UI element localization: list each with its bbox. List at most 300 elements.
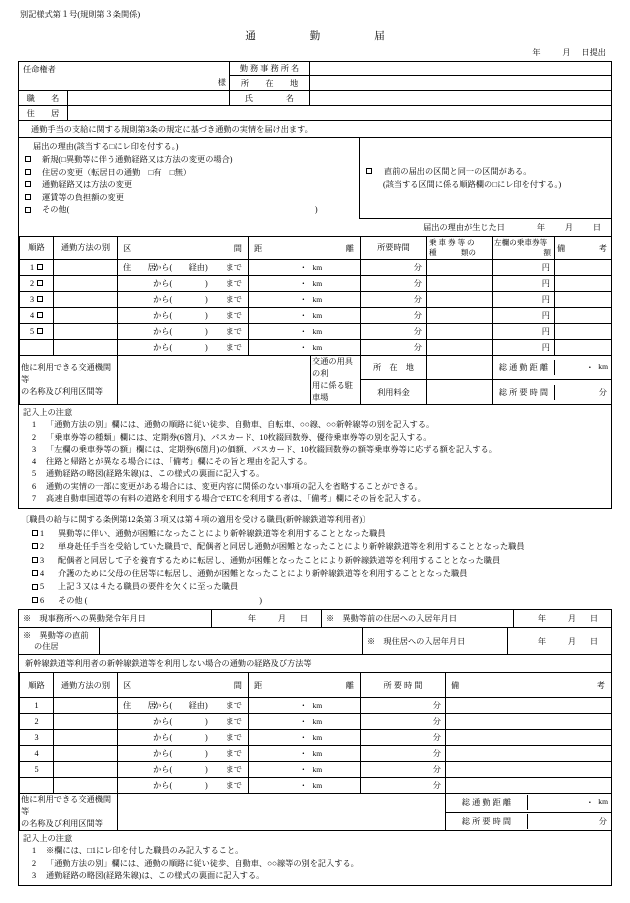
- alt-row-via-6: から( ): [153, 781, 208, 791]
- alt-row-time-4[interactable]: 分: [361, 746, 446, 762]
- route-table: [19, 236, 612, 405]
- alt-row-method-6[interactable]: [54, 778, 118, 794]
- alt-row-remarks-5[interactable]: [446, 762, 612, 778]
- row-dist-a-1[interactable]: ・: [249, 259, 311, 275]
- alt-row-remarks-1[interactable]: [446, 698, 612, 714]
- th-ticket-type-kindno: 類の: [460, 248, 476, 258]
- title-char-3: 届: [374, 31, 385, 42]
- alt-row-dist-a-3[interactable]: ・: [249, 730, 311, 746]
- reason-item-4-label: 運賃等の負担額の変更: [42, 192, 124, 202]
- submit-year-label: 年: [532, 48, 541, 57]
- prev-move-in-input[interactable]: [513, 610, 611, 627]
- reason-item-1[interactable]: [25, 154, 359, 167]
- reason-item-5[interactable]: [25, 204, 359, 217]
- row-amount-2[interactable]: 円: [493, 276, 555, 291]
- row-ticket-type-4[interactable]: [427, 307, 493, 323]
- alt-row-to-3: まで: [225, 733, 242, 743]
- checkbox-icon[interactable]: [37, 296, 43, 302]
- alt-row-section-3[interactable]: [118, 730, 249, 746]
- shinkansen-item-4[interactable]: 4 介護のために父母の住居等に転居し、通勤が困難となったことにより新幹線鉄道等を利用することとなった職員: [20, 567, 612, 580]
- th-section: [118, 236, 249, 259]
- alt-total-time-unit: 分: [598, 816, 607, 826]
- parking-label: [311, 355, 361, 404]
- shinkansen-item-2-label: 単身赴任手当を受給していた職員で、配偶者と同居し通勤が困難となったことにより新幹線鉄道等を利用することとなった職員: [58, 542, 525, 552]
- row-order-4[interactable]: [20, 307, 54, 323]
- row-order-num: 3: [29, 294, 35, 304]
- office-name-input[interactable]: [309, 62, 611, 76]
- residence-input[interactable]: [67, 106, 611, 120]
- same-section-panel[interactable]: [359, 138, 611, 219]
- checkbox-icon[interactable]: [32, 543, 38, 549]
- parking-address-input[interactable]: [427, 355, 493, 380]
- th-order: 順路: [20, 236, 54, 259]
- alt-total-distance-label: 総 通 勤 距 離: [446, 795, 528, 810]
- table-row[interactable]: [20, 714, 612, 730]
- row-amount-remarks-6: [493, 339, 612, 355]
- alt-total-time-input[interactable]: [528, 814, 611, 829]
- row-method-3[interactable]: [54, 291, 118, 307]
- reason-list: [19, 138, 359, 219]
- alt-table-header: [20, 673, 612, 698]
- parking-line1: 交通の用具の利: [312, 356, 353, 378]
- alt-footer-row-1: [20, 794, 612, 813]
- row-order-6[interactable]: [20, 339, 54, 355]
- alt-row-dist-a-1[interactable]: ・: [249, 698, 311, 714]
- prev-residence-line2: の住居: [34, 642, 59, 652]
- alt-row-order-5[interactable]: 5: [20, 762, 54, 778]
- prev-move-in-month: 月: [567, 614, 577, 624]
- alt-th-remarks: [446, 673, 612, 698]
- alt-row-remarks-3[interactable]: [446, 730, 612, 746]
- alt-row-time-1[interactable]: 分: [361, 698, 446, 714]
- checkbox-icon[interactable]: [32, 570, 38, 576]
- name-input[interactable]: [309, 91, 611, 105]
- shinkansen-item-1-label: 異動等に伴い、通勤が困難になったことにより新幹線鉄道等を利用することとなった職員: [58, 528, 386, 538]
- alt-row-time-6[interactable]: 分: [361, 778, 446, 794]
- row-order-5[interactable]: [20, 323, 54, 339]
- th-remarks-right: 考: [598, 243, 607, 253]
- table-row[interactable]: [20, 259, 612, 275]
- alt-th-section: [118, 673, 249, 698]
- row-time-5[interactable]: 分: [361, 323, 427, 339]
- row-ticket-type-3[interactable]: [427, 291, 493, 307]
- checkbox-icon[interactable]: [366, 168, 372, 174]
- alt-row-section-5[interactable]: [118, 762, 249, 778]
- table-row[interactable]: [20, 762, 612, 778]
- checkbox-icon[interactable]: [32, 557, 38, 563]
- reason-heading: 届出の理由(該当する□にレ印を付する。): [33, 142, 179, 151]
- prev-residence-label: [19, 628, 99, 654]
- row-method-1[interactable]: [54, 259, 118, 275]
- shinkansen-item-3[interactable]: 3 配偶者と同居して子を養育するために転居し、通勤が困難となったことにより新幹線鉄道等を利用することとなった職員: [20, 554, 612, 567]
- shinkansen-heading: 〔職員の給与に関する条例第12条第３項又は第４項の適用を受ける職員(新幹線鉄道等利用者)〕: [21, 515, 371, 525]
- alt-row-section-1[interactable]: [118, 698, 249, 714]
- row-remarks-2[interactable]: [555, 276, 611, 291]
- notes1-item-2: 2 「乗車券等の種類」欄には、定期券(6箇月)、パスカード、10枚綴回数券、優待乗車券等の別を記入する。: [31, 432, 432, 442]
- row-to-3: まで: [225, 294, 242, 304]
- row-amount-6[interactable]: 円: [493, 340, 555, 355]
- alt-total-distance-input[interactable]: [528, 795, 611, 810]
- row-section-4[interactable]: [118, 307, 249, 323]
- alt-row-via-1: から( 経由): [153, 701, 208, 711]
- checkbox-icon[interactable]: [25, 207, 31, 213]
- name-label: 氏 名: [229, 91, 309, 105]
- office-labels-col: [229, 62, 309, 90]
- transfer-order-date-input[interactable]: [211, 610, 321, 627]
- row-section-1[interactable]: [118, 259, 249, 275]
- prev-residence-input[interactable]: [99, 628, 362, 654]
- row-time-6[interactable]: 分: [361, 339, 427, 355]
- alt-row-method-4[interactable]: [54, 746, 118, 762]
- row-order-1[interactable]: [20, 259, 54, 275]
- alt-row-dist-b-4[interactable]: km: [311, 746, 361, 762]
- row-via-5: から( ): [153, 326, 208, 336]
- reason-item-2[interactable]: [25, 167, 359, 180]
- notes1-item-5: 5 通勤経路の略図(経路朱線)は、この様式の裏面に記入する。: [31, 469, 265, 479]
- row-dist-a-4[interactable]: ・: [249, 307, 311, 323]
- checkbox-icon[interactable]: [37, 328, 43, 334]
- alt-row-remarks-4[interactable]: [446, 746, 612, 762]
- table-row[interactable]: [20, 291, 612, 307]
- th-ticket-type-top: 乗 車 券 等 の: [429, 238, 475, 248]
- same-section-line1-label: 直前の届出の区間と同一の区間がある。: [384, 166, 532, 176]
- row-amount-1[interactable]: 円: [493, 260, 555, 275]
- row-section-5[interactable]: [118, 323, 249, 339]
- row-via-2: から( ): [153, 278, 208, 288]
- alt-row-order-4[interactable]: 4: [20, 746, 54, 762]
- shinkansen-item-6[interactable]: 6 その他 ( ): [20, 594, 612, 607]
- notes1-item-6: 6 通勤の実情の一部に変更がある場合には、変更内容に関係のない事項の記入を省略することができる。: [31, 481, 423, 491]
- row-to-6: まで: [225, 342, 242, 352]
- residence-row: [19, 105, 611, 120]
- alt-row-via-4: から( ): [153, 749, 208, 759]
- route-table-header: [20, 236, 612, 259]
- total-distance-dot: ・: [585, 363, 594, 373]
- alt-row-order-2[interactable]: 2: [20, 714, 54, 730]
- row-dist-b-3[interactable]: km: [311, 291, 361, 307]
- row-dist-b-6[interactable]: km: [311, 339, 361, 355]
- shinkansen-eligibility-section: [18, 509, 612, 609]
- row-via-3: から( ): [153, 294, 208, 304]
- alt-other-transport-label: [20, 794, 118, 831]
- other-transport-line1: 他に利用できる交通機関等: [21, 362, 112, 384]
- alt-row-method-1[interactable]: [54, 698, 118, 714]
- table-row[interactable]: [20, 307, 612, 323]
- row-ticket-type-1[interactable]: [427, 259, 493, 275]
- alt-row-method-2[interactable]: [54, 714, 118, 730]
- alt-row-section-6[interactable]: [118, 778, 249, 794]
- alt-row-section-2[interactable]: [118, 714, 249, 730]
- table-row[interactable]: [20, 323, 612, 339]
- table-row[interactable]: [20, 339, 612, 355]
- notes-section-1: [19, 405, 611, 508]
- th-section-left: 区: [123, 243, 132, 253]
- reason-occurred-year: 年: [536, 222, 546, 232]
- alt-row-method-5[interactable]: [54, 762, 118, 778]
- current-move-in-year: 年: [537, 636, 547, 646]
- table-row[interactable]: [20, 746, 612, 762]
- submit-month-label: 月: [562, 48, 571, 57]
- prev-residence-line1: ※ 異動等の直前: [23, 631, 89, 641]
- residence-label: 住 居: [26, 108, 60, 118]
- row-via-1: から( 経由): [153, 262, 208, 272]
- total-distance-input[interactable]: [555, 360, 611, 375]
- checkbox-icon[interactable]: [37, 312, 43, 318]
- row-to-4: まで: [225, 310, 242, 320]
- row-amount-remarks-5: [493, 323, 612, 339]
- reason-item-2-label: 住居の変更（転居日の通勤 □有 □無）: [42, 167, 192, 177]
- row-remarks-1[interactable]: [555, 260, 611, 275]
- alt-other-transport-line2: の名称及び利用区間等: [21, 819, 103, 829]
- row-order-num: 2: [29, 278, 35, 288]
- jobtitle-name-row: [19, 90, 611, 105]
- shinkansen-item-5[interactable]: 5 上記３又は４たる職員の要件を欠くに至った職員: [20, 580, 612, 593]
- star-row-2: [19, 627, 611, 654]
- alt-row-to-2: まで: [225, 717, 242, 727]
- row-remarks-3[interactable]: [555, 292, 611, 307]
- table-row[interactable]: [20, 698, 612, 714]
- checkbox-icon[interactable]: [32, 530, 38, 536]
- alt-row-time-2[interactable]: 分: [361, 714, 446, 730]
- row-amount-remarks-1: [493, 259, 612, 275]
- alt-row-remarks-2[interactable]: [446, 714, 612, 730]
- star-row-1: [19, 610, 611, 627]
- th-ticket-amount-top: 左欄の乗車券等: [494, 237, 548, 247]
- alt-row-order-3[interactable]: 3: [20, 730, 54, 746]
- th-remarks: [555, 237, 611, 259]
- row-order-2[interactable]: [20, 275, 54, 291]
- checkbox-icon[interactable]: [25, 181, 31, 187]
- checkbox-icon[interactable]: [25, 169, 31, 175]
- alt-th-remarks-right: 考: [596, 681, 605, 691]
- shinkansen-item-1[interactable]: 1 異動等に伴い、通勤が困難になったことにより新幹線鉄道等を利用することとなった職員: [20, 527, 612, 540]
- alt-row-dist-a-5[interactable]: ・: [249, 762, 311, 778]
- reason-item-1-label: 新規(□異動等に伴う通勤経路又は方法の変更の場合): [42, 155, 233, 164]
- shinkansen-item-4-label: 介護のために父母の住居等に転居し、通勤が困難となったことにより新幹線鉄道等を利用することとなった職員: [58, 568, 468, 578]
- alt-row-dist-b-6[interactable]: km: [311, 778, 361, 794]
- statement-text: 通勤手当の支給に関する規則第3条の規定に基づき通勤の実情を届け出ます。: [31, 124, 313, 134]
- reason-panel: [19, 138, 611, 219]
- row-amount-remarks-2: [493, 275, 612, 291]
- th-time: 所要時間: [361, 236, 427, 259]
- th-remarks-left: 備: [557, 243, 566, 253]
- th-ticket-amount: [493, 237, 555, 259]
- row-section-3[interactable]: [118, 291, 249, 307]
- checkbox-icon[interactable]: [32, 597, 38, 603]
- row-order-3[interactable]: [20, 291, 54, 307]
- th-section-right: 間: [233, 243, 242, 253]
- notes1-item-1: 1 「通勤方法の別」欄には、通勤の順路に従い徒歩、自動車、自転車、○○線、○○新幹線等の別を記入する。: [31, 420, 435, 430]
- prev-move-in-label: ※ 異動等前の住居への入居年月日: [321, 610, 513, 627]
- job-title-input[interactable]: [67, 91, 229, 105]
- row-dist-a-3[interactable]: ・: [249, 291, 311, 307]
- row-time-2[interactable]: 分: [361, 275, 427, 291]
- row-section-6[interactable]: [118, 339, 249, 355]
- alt-row-order-6[interactable]: [20, 778, 54, 794]
- transfer-order-day: 日: [299, 614, 309, 624]
- alt-row-dist-a-4[interactable]: ・: [249, 746, 311, 762]
- checkbox-icon[interactable]: [25, 156, 31, 162]
- title-char-2: 勤: [309, 31, 321, 42]
- row-amount-remarks-4: [493, 307, 612, 323]
- row-dist-a-6[interactable]: ・: [249, 339, 311, 355]
- job-title-label: 職 名: [26, 93, 60, 103]
- row-dist-b-1[interactable]: km: [311, 259, 361, 275]
- alt-row-via-5: から( ): [153, 765, 208, 775]
- alt-row-dist-a-6[interactable]: ・: [249, 778, 311, 794]
- row-dist-a-5[interactable]: ・: [249, 323, 311, 339]
- current-move-in-day: 日: [589, 636, 599, 646]
- row-via-4: から( ): [153, 310, 208, 320]
- alt-other-transport-input[interactable]: [118, 794, 446, 831]
- alt-row-method-3[interactable]: [54, 730, 118, 746]
- row-dist-a-2[interactable]: ・: [249, 275, 311, 291]
- reason-item-3[interactable]: [25, 179, 359, 192]
- row-time-4[interactable]: 分: [361, 307, 427, 323]
- row-amount-remarks-3: [493, 291, 612, 307]
- th-distance-right: 離: [345, 243, 354, 253]
- row-section-2[interactable]: [118, 275, 249, 291]
- alt-row-from-1: 住 居: [123, 701, 156, 711]
- alt-th-distance-right: 離: [345, 681, 354, 691]
- row-ticket-type-5[interactable]: [427, 323, 493, 339]
- appointer-cell[interactable]: [19, 62, 229, 90]
- office-name-label: 勤 務 事 務 所 名: [229, 62, 309, 76]
- row-amount-3[interactable]: 円: [493, 292, 555, 307]
- row-to-5: まで: [225, 326, 242, 336]
- total-distance-cell: [493, 355, 612, 380]
- notes2-heading: 記入上の注意: [23, 834, 73, 844]
- alt-row-dist-a-2[interactable]: ・: [249, 714, 311, 730]
- other-transport-input[interactable]: [118, 355, 311, 404]
- notes1-item-7: 7 高速自動車国道等の有料の道路を利用する場合でETCを利用する者は、「備考」欄にその旨を記入する。: [31, 494, 426, 504]
- alt-th-distance: [249, 673, 361, 698]
- row-method-2[interactable]: [54, 275, 118, 291]
- row-dist-b-4[interactable]: km: [311, 307, 361, 323]
- notes1-item-4: 4 往路と帰路とが異なる場合には、「備考」欄にその旨と理由を記入する。: [31, 457, 313, 467]
- row-amount-4[interactable]: 円: [493, 308, 555, 323]
- reason-occurred-day: 日: [592, 222, 602, 232]
- shinkansen-item-5-label: 上記３又は４たる職員の要件を欠くに至った職員: [58, 582, 239, 592]
- other-transport-label: [20, 355, 118, 404]
- reason-occurred-date-row: [19, 219, 611, 236]
- submit-date-line: [18, 45, 612, 61]
- other-transport-line2: の名称及び利用区間等: [21, 386, 103, 396]
- reason-occurred-month: 月: [564, 222, 574, 232]
- form-number: 別記様式第１号(規則第３条関係): [20, 10, 141, 19]
- checkbox-icon[interactable]: [32, 584, 38, 590]
- alt-row-time-3[interactable]: 分: [361, 730, 446, 746]
- alt-row-dist-b-3[interactable]: km: [311, 730, 361, 746]
- th-ticket-type: [427, 236, 493, 259]
- th-ticket-amount-and-remarks: [493, 236, 612, 259]
- alt-th-section-right: 間: [233, 681, 242, 691]
- row-remarks-6[interactable]: [555, 340, 611, 355]
- row-order-num: 5: [29, 326, 35, 336]
- office-address-input[interactable]: [309, 76, 611, 90]
- alt-section-title: 新幹線鉄道等利用者の新幹線鉄道等を利用しない場合の通勤の経路及び方法等: [19, 654, 611, 672]
- row-time-3[interactable]: 分: [361, 291, 427, 307]
- row-to-1: まで: [225, 262, 242, 272]
- row-remarks-5[interactable]: [555, 324, 611, 339]
- total-time-input[interactable]: [555, 385, 611, 400]
- prev-move-in-year: 年: [537, 614, 547, 624]
- current-move-in-input[interactable]: [507, 628, 611, 654]
- alt-row-to-6: まで: [225, 781, 242, 791]
- parking-fee-input[interactable]: [427, 380, 493, 405]
- row-dist-b-5[interactable]: km: [311, 323, 361, 339]
- reason-item-4[interactable]: [25, 192, 359, 205]
- alt-row-time-5[interactable]: 分: [361, 762, 446, 778]
- alt-row-dist-b-1[interactable]: km: [311, 698, 361, 714]
- parking-line2: 用に係る駐車場: [312, 380, 353, 402]
- notes1-heading: 記入上の注意: [23, 407, 73, 417]
- row-method-4[interactable]: [54, 307, 118, 323]
- same-section-line2: (該当する区間に係る順路欄の□にレ印を付する。): [383, 179, 562, 189]
- sama-honorific: 様: [217, 78, 226, 87]
- alt-row-via-3: から( ): [153, 733, 208, 743]
- alt-row-dist-b-2[interactable]: km: [311, 714, 361, 730]
- total-time-label: 総 所 要 時 間: [493, 385, 555, 400]
- alt-other-transport-line1: 他に利用できる交通機関等: [21, 795, 112, 817]
- row-order-num: 4: [29, 310, 35, 320]
- row-order-num: 1: [29, 262, 35, 272]
- alt-route-table: [19, 672, 612, 831]
- row-time-1[interactable]: 分: [361, 259, 427, 275]
- table-row[interactable]: [20, 275, 612, 291]
- reason-item-5-label: その他( ): [42, 205, 318, 215]
- transfer-order-month: 月: [277, 614, 287, 624]
- transfer-order-date-label: ※ 現事務所への異動発令年月日: [23, 614, 146, 624]
- row-via-6: から( ): [153, 342, 208, 352]
- table-row[interactable]: [20, 730, 612, 746]
- alt-row-order-1[interactable]: 1: [20, 698, 54, 714]
- checkbox-icon[interactable]: [37, 280, 43, 286]
- title-char-1: 通: [245, 31, 256, 42]
- row-method-6[interactable]: [54, 339, 118, 355]
- row-amount-5[interactable]: 円: [493, 324, 555, 339]
- checkbox-icon[interactable]: [37, 264, 43, 270]
- prev-move-in-day: 日: [589, 614, 599, 624]
- th-ticket-type-kind: 種: [429, 248, 437, 258]
- shinkansen-item-6-label: その他 ( ): [58, 595, 263, 605]
- row-ticket-type-2[interactable]: [427, 275, 493, 291]
- alt-th-time: 所 要 時 間: [361, 673, 446, 698]
- checkbox-icon[interactable]: [25, 194, 31, 200]
- th-distance: [249, 236, 361, 259]
- submit-day-label: 日提出: [581, 48, 606, 57]
- alt-row-dist-b-5[interactable]: km: [311, 762, 361, 778]
- notes1-item-3: 3 「左欄の乗車券等の額」欄には、定期券(6箇月)の価額、パスカード、10枚綴回数券の額等乗車券等に応ずる額を記入する。: [31, 444, 497, 454]
- row-ticket-type-6[interactable]: [427, 339, 493, 355]
- transfer-order-year: 年: [247, 614, 257, 624]
- shinkansen-item-2[interactable]: 2 単身赴任手当を受給していた職員で、配偶者と同居し通勤が困難となったことにより新幹線鉄道等を利用することとなった職員: [20, 540, 612, 553]
- row-method-5[interactable]: [54, 323, 118, 339]
- reason-item-3-label: 通勤経路又は方法の変更: [42, 180, 133, 190]
- shinkansen-item-3-label: 配偶者と同居して子を養育するために転居し、通勤が困難となったことにより新幹線鉄道等を利用することとなった職員: [58, 555, 501, 565]
- reason-and-route-block: [18, 138, 612, 509]
- alt-row-remarks-6[interactable]: [446, 778, 612, 794]
- row-dist-b-2[interactable]: km: [311, 275, 361, 291]
- table-row[interactable]: [20, 778, 612, 794]
- th-method: 通勤方法の別: [54, 236, 118, 259]
- row-remarks-4[interactable]: [555, 308, 611, 323]
- th-ticket-amount-bottom: 額: [543, 247, 551, 257]
- notes2-item-1: 1 ※欄には、□1にレ印を付した職員のみ記入すること。: [31, 846, 244, 856]
- alt-row-section-4[interactable]: [118, 746, 249, 762]
- alt-th-section-left: 区: [123, 681, 132, 691]
- parking-fee-label: 利用料金: [361, 380, 427, 405]
